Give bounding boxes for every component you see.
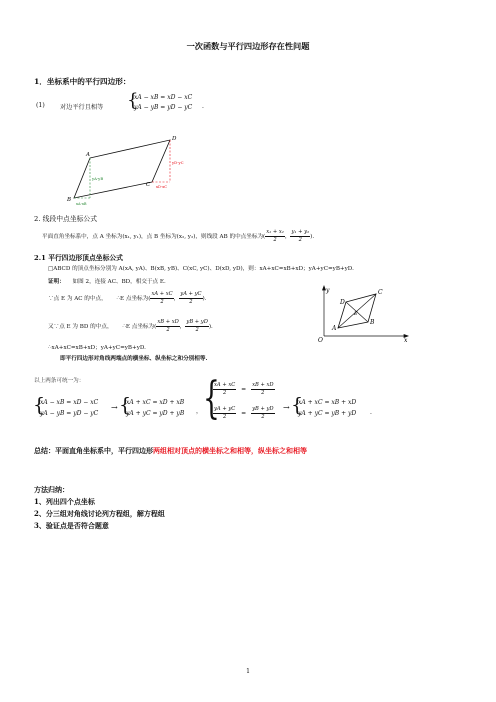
eq1-top: xA − xB = xD − xC (134, 94, 193, 101)
unified-intro: 以上两条可统一为： (34, 378, 85, 384)
system-d-bottom: yA + yC = yB + yD (298, 410, 357, 417)
proof-line (48, 277, 166, 285)
figure-2-coordinate-parallelogram (316, 284, 412, 344)
system-c: { $\frac{xA + xC}{2}$ = $\frac{xB + xD}{2}$ $\frac{yA + yC}{2}$ = $\frac{yB + yD}{2}$ (203, 373, 274, 424)
summary-prefix: 总结：平面直角坐标系中，平行四边形 (34, 446, 153, 455)
fig1-label-b: B (67, 197, 72, 203)
system-d-top: xA + xC = xB + xD (298, 399, 357, 406)
system-c-bottom: $\frac{yA + yC}{2}$ = $\frac{yB + yD}{2}$ (214, 406, 274, 421)
method-item-1: 1、列出四个点坐标 (34, 497, 95, 506)
system-d: { xA + xC = xB + xD yA + yC = yB + yD (291, 394, 357, 417)
item-1-text: 对边平行且相等 (60, 104, 104, 111)
eq1-bottom: yA − yB = yD − yC (134, 104, 193, 111)
section-21-heading: 2.1 平行四边形顶点坐标公式 (34, 254, 123, 262)
vertex-formula-line: □ABCD 的顶点坐标分别为 A(xA, yA)、B(xB, yB)、C(xC, yC)、D(xD, yD)，则：xA+xC=xB+xD；yA+yC=yB+yD. (48, 266, 354, 272)
section-2-heading: 2. 线段中点坐标公式 (34, 215, 98, 223)
fig2-label-y: y (326, 287, 330, 294)
midpoint-frac-y: $\frac{\text{y₁ + y₂}}{2}$ (291, 229, 310, 244)
method-item-3: 3、验证点是否符合题意 (34, 521, 109, 530)
period-1: . (370, 409, 372, 416)
page-title: 一次函数与平行四边形存在性问题 (186, 41, 310, 51)
parallelogram-abcd (74, 140, 170, 198)
summary-red-1: 两组相对顶点的横坐标之和相等，纵坐标之和相等 (153, 446, 307, 455)
arrow-2: → (283, 403, 290, 412)
fig2-label-d: D (340, 299, 345, 306)
section-1-heading: 1．坐标系中的平行四边形： (34, 77, 131, 86)
fig2-label-a: A (332, 325, 337, 332)
midpoint-formula: 平面直角坐标系中，点 A 坐标为(x₁, y₁)，点 B 坐标为(x₂, y₂)，则线段 AB 的中点坐标为( $\frac{\text{x₁ + x₂}}{2}$ ， $\frac{\text{y₁ + y₂}}{2}$ ). (42, 229, 315, 244)
fig2-label-x: x (404, 337, 408, 344)
fig2-label-c: C (378, 289, 383, 296)
arrow-1: → (111, 403, 118, 412)
fig2-label-b: B (370, 319, 375, 326)
system-b-bottom: yA + yC = yD + yB (126, 410, 185, 417)
system-a-top: xA − xB = xD − xC (40, 399, 99, 406)
method-item-2: 2、分三组对角线讨论列方程组，解方程组 (34, 509, 165, 518)
system-b-top: xA + xC = xD + xB (126, 399, 185, 406)
proof-conclusion: ∴xA+xC=xB+xD；yA+yC=yB+yD. (48, 345, 146, 351)
fig1-dim-bottom-left: xA-xB (76, 202, 87, 206)
fig1-dim-right: yD-yC (172, 160, 184, 165)
methods-heading: 方法归纳： (34, 485, 69, 494)
proof-label: 证明： (48, 279, 65, 285)
proof-text: 如图 2，连接 AC、BD，相交于点 E. (72, 279, 166, 285)
eq1-end: . (202, 103, 204, 110)
fig1-dim-bottom-right: xD-xC (156, 185, 167, 189)
system-a-bottom: yA − yB = yD − yC (40, 410, 99, 417)
fig2-label-e: E (354, 311, 358, 317)
system-a: { xA − xB = xD − xC yA − yB = yD − yC (33, 394, 99, 417)
item-1-number: (1) (36, 102, 45, 109)
figure-1-parallelogram (62, 128, 202, 210)
fig1-label-a: A (86, 152, 90, 158)
proof-step-2: 又∵点 E 为 BD 的中点， ∴E 点坐标为( $\frac{xB + xD}{2}$ ， $\frac{yB + yD}{2}$ ). (48, 319, 213, 334)
comma-1: ， (196, 408, 203, 415)
fig1-dim-left: yA-yB (92, 176, 104, 181)
summary-line (34, 446, 307, 456)
equation-system-1: { xA − xB = xD − xC yA − yB = yD − yC . (127, 90, 204, 111)
system-c-top: $\frac{xA + xC}{2}$ = $\frac{xB + xD}{2}$ (214, 382, 274, 397)
system-b: { xA + xC = xD + xB yA + yC = yD + yB (119, 394, 185, 417)
fig2-label-o: O (318, 337, 323, 344)
proof-summary: 即平行四边形对角线两端点的横坐标、纵坐标之和分别相等. (60, 356, 208, 362)
midpoint-text: 平面直角坐标系中，点 A 坐标为(x₁, y₁)，点 B 坐标为(x₂, y₂)，则线段 AB 的中点坐标为( (42, 234, 266, 241)
fig1-label-c: C (146, 182, 151, 188)
page-number: 1 (246, 668, 250, 675)
fig1-label-d: D (172, 136, 177, 142)
midpoint-frac-x: $\frac{\text{x₁ + x₂}}{2}$ (266, 229, 284, 244)
proof-step-1: ∵点 E 为 AC 的中点， ∴E 点坐标为( $\frac{xA + xC}{2}$ ， $\frac{yA + yC}{2}$ ). (48, 291, 207, 306)
